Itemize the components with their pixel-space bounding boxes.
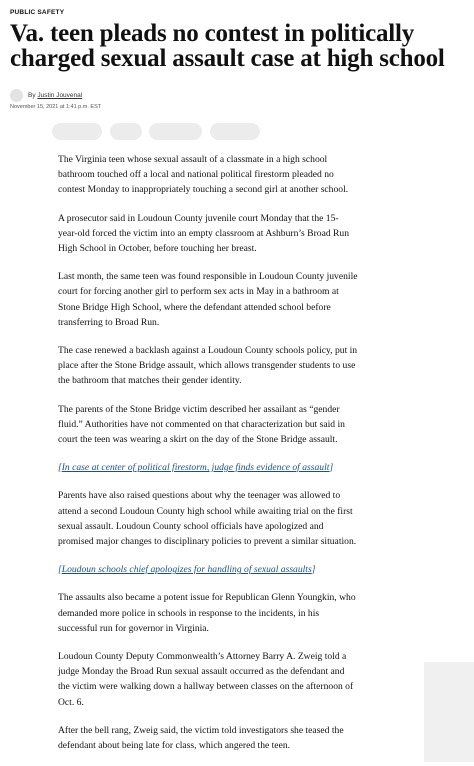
byline-prefix: By [28,91,38,99]
related-link-paragraph: [In case at center of political firestorm, judge finds evidence of assault] [58,462,334,474]
article-paragraph: The Virginia teen whose sexual assault of a classmate in a high school bathroom touched off a local and national political firestorm pleaded no contest Monday to inappropriately touching a second girl at another school. [58,154,349,196]
article-paragraph: Loudoun County Deputy Commonwealth’s Attorney Barry A. Zweig told a judge Monday the Broad Run sexual assault occurred as the defendant and the victim were walking down a hallway between classes on the afternoon of Oct. 6. [58,651,354,708]
save-button-placeholder[interactable] [210,123,260,140]
article-body [58,152,358,766]
byline [28,92,82,99]
dateline: November 15, 2021 at 1:41 p.m. EST [10,104,102,110]
comment-button-placeholder[interactable] [110,123,142,140]
related-article-link[interactable]: Loudoun schools chief apologizes for handling of sexual assaults [61,564,312,576]
author-link[interactable]: Justin Jouvenal [37,91,83,99]
kicker: PUBLIC SAFETY [10,9,65,16]
article-paragraph: The assaults also became a potent issue for Republican Glenn Youngkin, who demanded more police in schools in response to the incidents, in his successful run for governor in Virginia. [58,592,356,634]
article-paragraph: The parents of the Stone Bridge victim described her assailant as “gender fluid.” Authorities have not commented on that characterization but said in court the teen was wearing a skirt on the day of the Stone Bridge assault. [58,403,345,446]
article-paragraph: After the bell rang, Zweig said, the victim told investigators she teased the defendant about being late for class, which angered the teen. [58,724,344,752]
article-paragraph: A prosecutor said in Loudoun County juvenile court Monday that the 15-year-old forced the victim into an empty classroom at Ashburn’s Broad Run High School in October, before touching her breast. [58,212,350,255]
byline-row [10,88,82,102]
related-link-paragraph: [Loudoun schools chief apologizes for handling of sexual assaults] [58,564,316,576]
article-paragraph: Parents have also raised questions about why the teenager was allowed to attend a second Loudoun County high school while awaiting trial on the first sexual assault. Loudoun County school officials have apologized and promised major changes to disciplinary policies to prevent a similar situation. [58,490,357,548]
share-button-placeholder[interactable] [52,123,102,140]
article-paragraph: Last month, the same teen was found responsible in Loudoun County juvenile court for forcing another girl to perform sex acts in May in a bathroom at Stone Bridge High School, where the defendant attended school before transferring to Broad Run. [58,271,358,328]
headline: Va. teen pleads no contest in politically charged sexual assault case at high school [10,20,445,72]
sidebar-ad-placeholder [424,662,474,762]
related-article-link[interactable]: In case at center of political firestorm, judge finds evidence of assault [61,462,330,474]
author-avatar [10,89,23,102]
article-paragraph: The case renewed a backlash against a Loudoun County schools policy, put in place after the Stone Bridge assault, which allows transgender students to use the bathroom that matches their gender identity. [58,345,358,387]
gift-button-placeholder[interactable] [149,123,202,140]
